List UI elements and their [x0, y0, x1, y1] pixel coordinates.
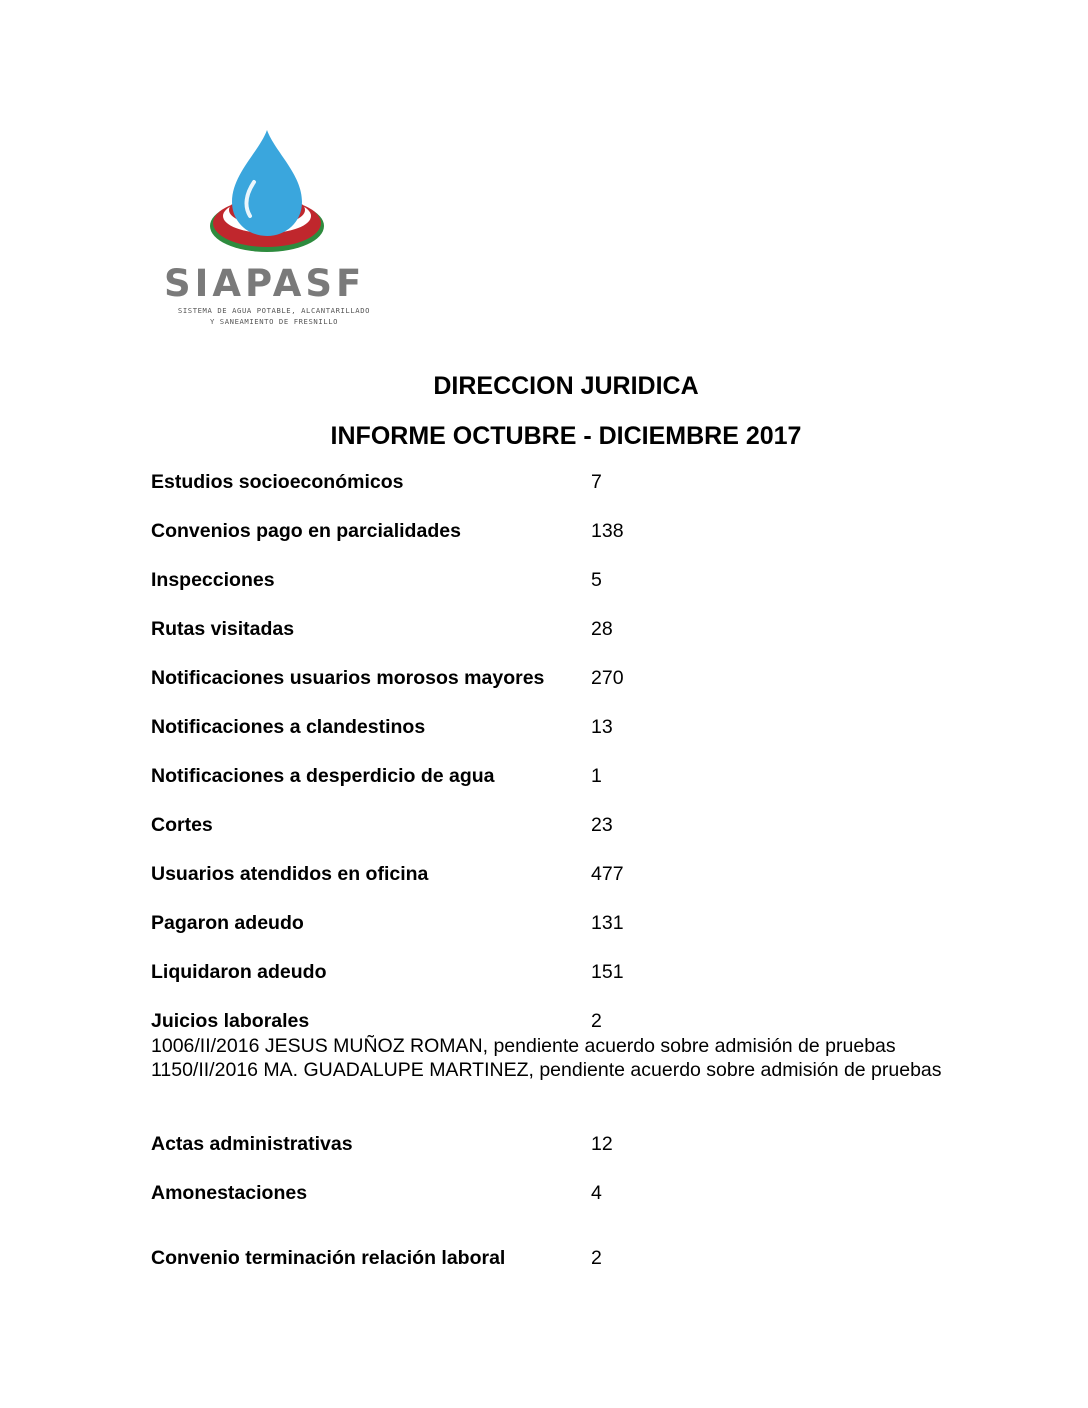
row-value: 13 — [591, 716, 613, 738]
row-value: 131 — [591, 912, 624, 934]
juicio-note: 1150/II/2016 MA. GUADALUPE MARTINEZ, pendiente acuerdo sobre admisión de pruebas — [151, 1059, 942, 1081]
logo-subtitle-line2: Y SANEAMIENTO DE FRESNILLO — [209, 317, 339, 326]
row-value: 138 — [591, 520, 624, 542]
row-value: 2 — [591, 1247, 602, 1269]
row-label: Juicios laborales — [151, 1010, 310, 1032]
page-subtitle: INFORME OCTUBRE - DICIEMBRE 2017 — [330, 422, 802, 450]
row-label: Cortes — [151, 814, 213, 836]
row-label: Rutas visitadas — [151, 618, 295, 640]
row-label: Notificaciones usuarios morosos mayores — [151, 667, 545, 689]
row-value: 270 — [591, 667, 624, 689]
row-label: Liquidaron adeudo — [151, 961, 327, 983]
row-label: Pagaron adeudo — [151, 912, 304, 934]
row-value: 12 — [591, 1133, 613, 1155]
siapasf-logo — [160, 126, 382, 330]
row-value: 151 — [591, 961, 624, 983]
row-value: 5 — [591, 569, 602, 591]
row-label: Inspecciones — [151, 569, 275, 591]
logo-brand-text: SIAPASF — [164, 262, 366, 305]
row-value: 28 — [591, 618, 613, 640]
row-value: 1 — [591, 765, 602, 787]
row-label: Actas administrativas — [151, 1133, 353, 1155]
row-label: Usuarios atendidos en oficina — [151, 863, 429, 885]
row-value: 7 — [591, 471, 602, 493]
row-label: Amonestaciones — [151, 1182, 308, 1204]
row-value: 4 — [591, 1182, 602, 1204]
water-drop-icon — [204, 130, 334, 260]
row-label: Convenios pago en parcialidades — [151, 520, 461, 542]
row-label: Convenio terminación relación laboral — [151, 1247, 506, 1269]
row-value: 477 — [591, 863, 624, 885]
row-label: Estudios socioeconómicos — [151, 471, 404, 493]
row-label: Notificaciones a desperdicio de agua — [151, 765, 495, 787]
juicio-note: 1006/II/2016 JESUS MUÑOZ ROMAN, pendiente acuerdo sobre admisión de pruebas — [151, 1035, 896, 1057]
page-title: DIRECCION JURIDICA — [433, 372, 699, 400]
logo-subtitle-line1: SISTEMA DE AGUA POTABLE, ALCANTARILLADO — [177, 306, 371, 315]
row-label: Notificaciones a clandestinos — [151, 716, 426, 738]
row-value: 23 — [591, 814, 613, 836]
row-value: 2 — [591, 1010, 602, 1032]
